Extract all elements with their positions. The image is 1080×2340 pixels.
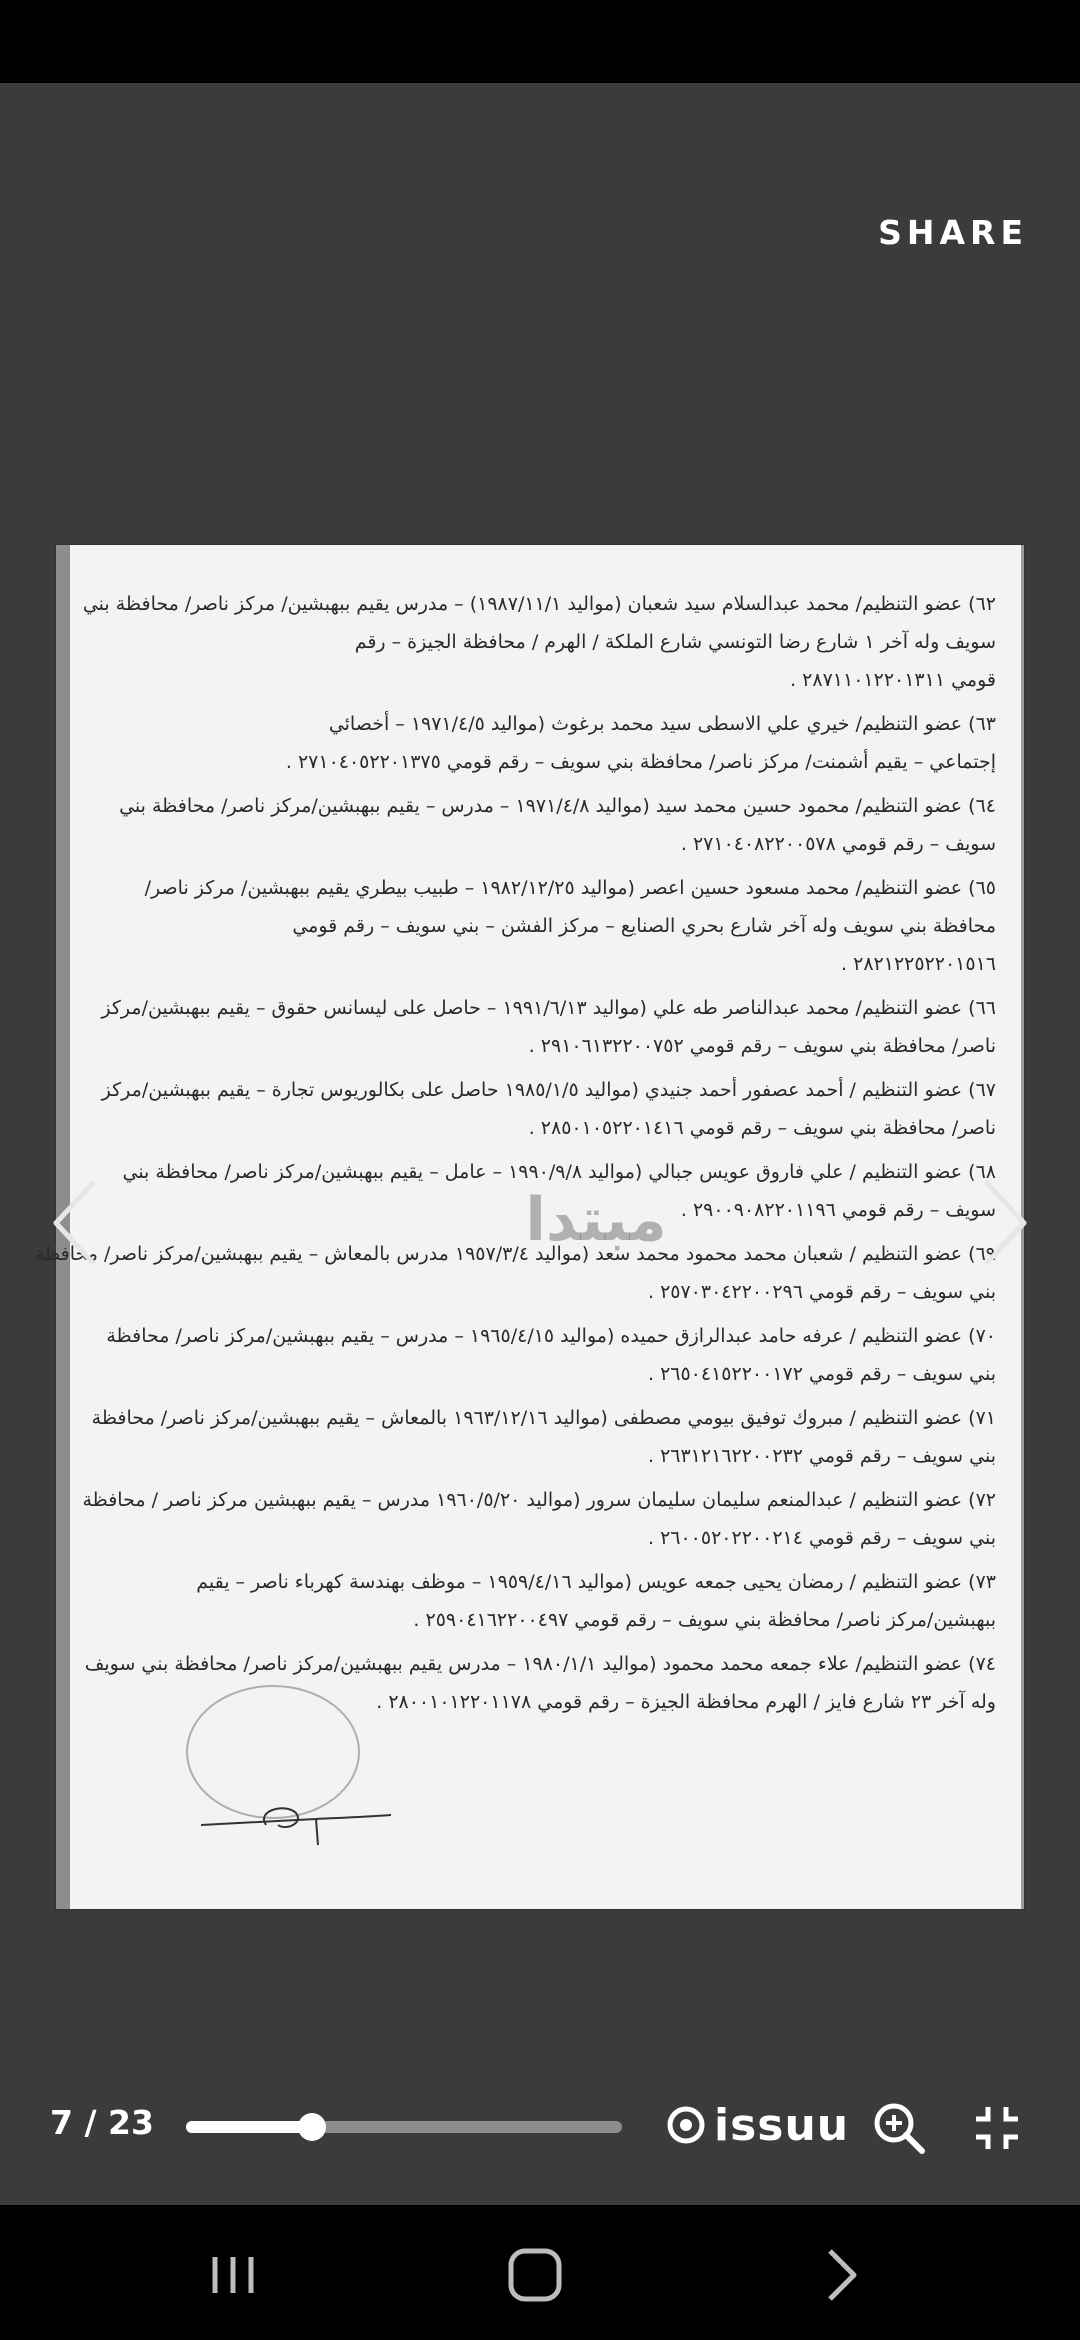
recents-button[interactable] <box>193 2235 273 2315</box>
document-entry-66 <box>96 989 996 1065</box>
back-button[interactable] <box>800 2235 880 2315</box>
page-counter: 7 / 23 <box>50 2103 154 2142</box>
entry-line: محافظة بني سويف وله آخر شارع بحري الصنايع – مركز الفشن – بني سويف – رقم قومي <box>292 915 996 937</box>
entry-line: بني سويف – رقم قومي ٢٥٧٠٣٠٤٢٢٠٠٢٩٦ . <box>647 1281 996 1303</box>
entry-line: ٦٨) عضو التنظيم / علي فاروق عويس جبالي (مواليد ١٩٩٠/٩/٨ – عامل – يقيم ببهبشين/مركز ناصر/ محافظة بني <box>122 1161 996 1183</box>
recents-icon <box>193 2235 273 2315</box>
entry-line: وله آخر ٢٣ شارع فايز / الهرم محافظة الجيزة – رقم قومي ٢٨٠٠١٠١٢٢٠١١٧٨ . <box>376 1691 996 1713</box>
entry-line: سويف – رقم قومي ٢٧١٠٤٠٨٢٢٠٠٥٧٨ . <box>680 833 996 855</box>
document-entry-73 <box>96 1563 996 1639</box>
document-entry-67 <box>96 1071 996 1147</box>
entry-line: ٦٦) عضو التنظيم/ محمد عبدالناصر طه علي (مواليد ١٩٩١/٦/١٣ – حاصل على ليسانس حقوق – يقيم ببهبشين/مركز <box>101 997 996 1019</box>
entry-line: ٦٤) عضو التنظيم/ محمود حسين محمد سيد (مواليد ١٩٧١/٤/٨ – مدرس – يقيم ببهبشين/مركز ناصر/ محافظة بني <box>119 795 996 817</box>
entry-line: ٦٩) عضو التنظيم / شعبان محمد محمود محمد سعد (مواليد ١٩٥٧/٣/٤ مدرس بالمعاش – يقيم ببهبشين/مركز ناصر/ محافظة <box>34 1243 996 1265</box>
zoom-button[interactable] <box>870 2099 928 2157</box>
document-entry-72 <box>82 1481 996 1557</box>
home-icon <box>495 2235 575 2315</box>
entry-line: ٦٧) عضو التنظيم / أحمد عصفور أحمد جنيدي (مواليد ١٩٨٥/١/٥ حاصل على بكالوريوس تجارة – يقيم ببهبشين/مركز <box>101 1079 996 1101</box>
entry-line: بني سويف – رقم قومي ٢٦٣١٢١٦٢٢٠٠٢٣٢ . <box>647 1445 996 1467</box>
issuu-logo[interactable] <box>666 2095 849 2155</box>
chevron-left-icon <box>50 1178 100 1268</box>
reader-viewport <box>0 83 1080 2205</box>
entry-line: قومي ٢٨٧١١٠١٢٢٠١٣١١ . <box>790 669 996 691</box>
share-button[interactable]: SHARE <box>878 213 1028 252</box>
system-navigation-bar <box>0 2205 1080 2340</box>
document-entry-71 <box>91 1399 996 1475</box>
page-progress-slider[interactable] <box>186 2121 622 2133</box>
progress-fill <box>186 2121 312 2133</box>
entry-line: بني سويف – رقم قومي ٢٦٥٠٤١٥٢٢٠٠١٧٢ . <box>647 1363 996 1385</box>
document-text <box>34 585 996 1727</box>
entry-line: ناصر/ محافظة بني سويف – رقم قومي ٢٨٥٠١٠٥٢٢٠١٤١٦ . <box>528 1117 996 1139</box>
document-entry-64 <box>96 787 996 863</box>
document-entry-65 <box>96 869 996 983</box>
entry-line: ناصر/ محافظة بني سويف – رقم قومي ٢٩١٠٦١٣٢٢٠٠٧٥٢ . <box>528 1035 996 1057</box>
brand-name: issuu <box>714 2099 850 2151</box>
exit-fullscreen-icon <box>968 2099 1026 2157</box>
entry-line: ٧٠) عضو التنظيم / عرفه حامد عبدالرازق حميده (مواليد ١٩٦٥/٤/١٥ – مدرس – يقيم ببهبشين/مركز ناصر/ محافظة <box>106 1325 996 1347</box>
zoom-in-icon <box>870 2099 928 2157</box>
exit-fullscreen-button[interactable] <box>968 2099 1026 2157</box>
entry-line: سويف وله آخر ١ شارع رضا التونسي شارع الملكة / الهرم / محافظة الجيزة – رقم <box>354 631 996 653</box>
entry-line: ٧٤) عضو التنظيم/ علاء جمعه محمد محمود (مواليد ١٩٨٠/١/١ – مدرس يقيم ببهبشين/مركز ناصر/ محافظة بني سويف <box>84 1653 996 1675</box>
entry-line: إجتماعي – يقيم أشمنت/ مركز ناصر/ محافظة بني سويف – رقم قومي ٢٧١٠٤٠٥٢٢٠١٣٧٥ . <box>285 751 996 773</box>
entry-line: ٧٢) عضو التنظيم / عبدالمنعم سليمان سليمان سرور (مواليد ١٩٦٠/٥/٢٠ مدرس – يقيم ببهبشين مركز ناصر / محافظة <box>82 1489 996 1511</box>
entry-line: ٧١) عضو التنظيم / مبروك توفيق بيومي مصطفى (مواليد ١٩٦٣/١٢/١٦ بالمعاش – يقيم ببهبشين/مركز ناصر/ محافظة <box>91 1407 996 1429</box>
watermark: مبتدا <box>525 1185 667 1255</box>
chevron-right-icon <box>980 1178 1030 1268</box>
document-entry-70 <box>96 1317 996 1393</box>
next-page-button[interactable] <box>980 1178 1030 1268</box>
home-button[interactable] <box>495 2235 575 2315</box>
previous-page-button[interactable] <box>50 1178 100 1268</box>
entry-line: ٦٢) عضو التنظيم/ محمد عبدالسلام سيد شعبان (مواليد ١٩٨٧/١١/١) – مدرس يقيم ببهبشين/ مركز ناصر/ محافظة بني <box>82 593 996 615</box>
back-icon <box>800 2235 880 2315</box>
document-page[interactable] <box>34 545 1024 1909</box>
entry-line: ٢٨٢١٢٢٥٢٢٠١٥١٦ . <box>841 953 996 975</box>
progress-thumb[interactable] <box>298 2113 326 2141</box>
document-entry-63 <box>96 705 996 781</box>
entry-line: ببهبشين/مركز ناصر/ محافظة بني سويف – رقم قومي ٢٥٩٠٤١٦٢٢٠٠٤٩٧ . <box>413 1609 996 1631</box>
reader-toolbar <box>0 2095 1080 2165</box>
entry-line: ٦٥) عضو التنظيم/ محمد مسعود حسين اعصر (مواليد ١٩٨٢/١٢/٢٥ – طبيب بيطري يقيم ببهبشين/ مركز ناصر/ <box>144 877 996 899</box>
entry-line: ٦٣) عضو التنظيم/ خيري علي الاسطى سيد محمد برغوث (مواليد ١٩٧١/٤/٥ – أخصائي <box>328 713 996 735</box>
entry-line: بني سويف – رقم قومي ٢٦٠٠٥٢٠٢٢٠٠٢١٤ . <box>647 1527 996 1549</box>
entry-line: سويف – رقم قومي ٢٩٠٠٩٠٨٢٢٠١١٩٦ . <box>680 1199 996 1221</box>
entry-line: ٧٣) عضو التنظيم / رمضان يحيى جمعه عويس (مواليد ١٩٥٩/٤/١٦ – موظف بهندسة كهرباء ناصر – يقيم <box>196 1571 996 1593</box>
issuu-logo-icon <box>666 2105 706 2145</box>
signature <box>196 1795 396 1855</box>
document-entry-62 <box>82 585 996 699</box>
